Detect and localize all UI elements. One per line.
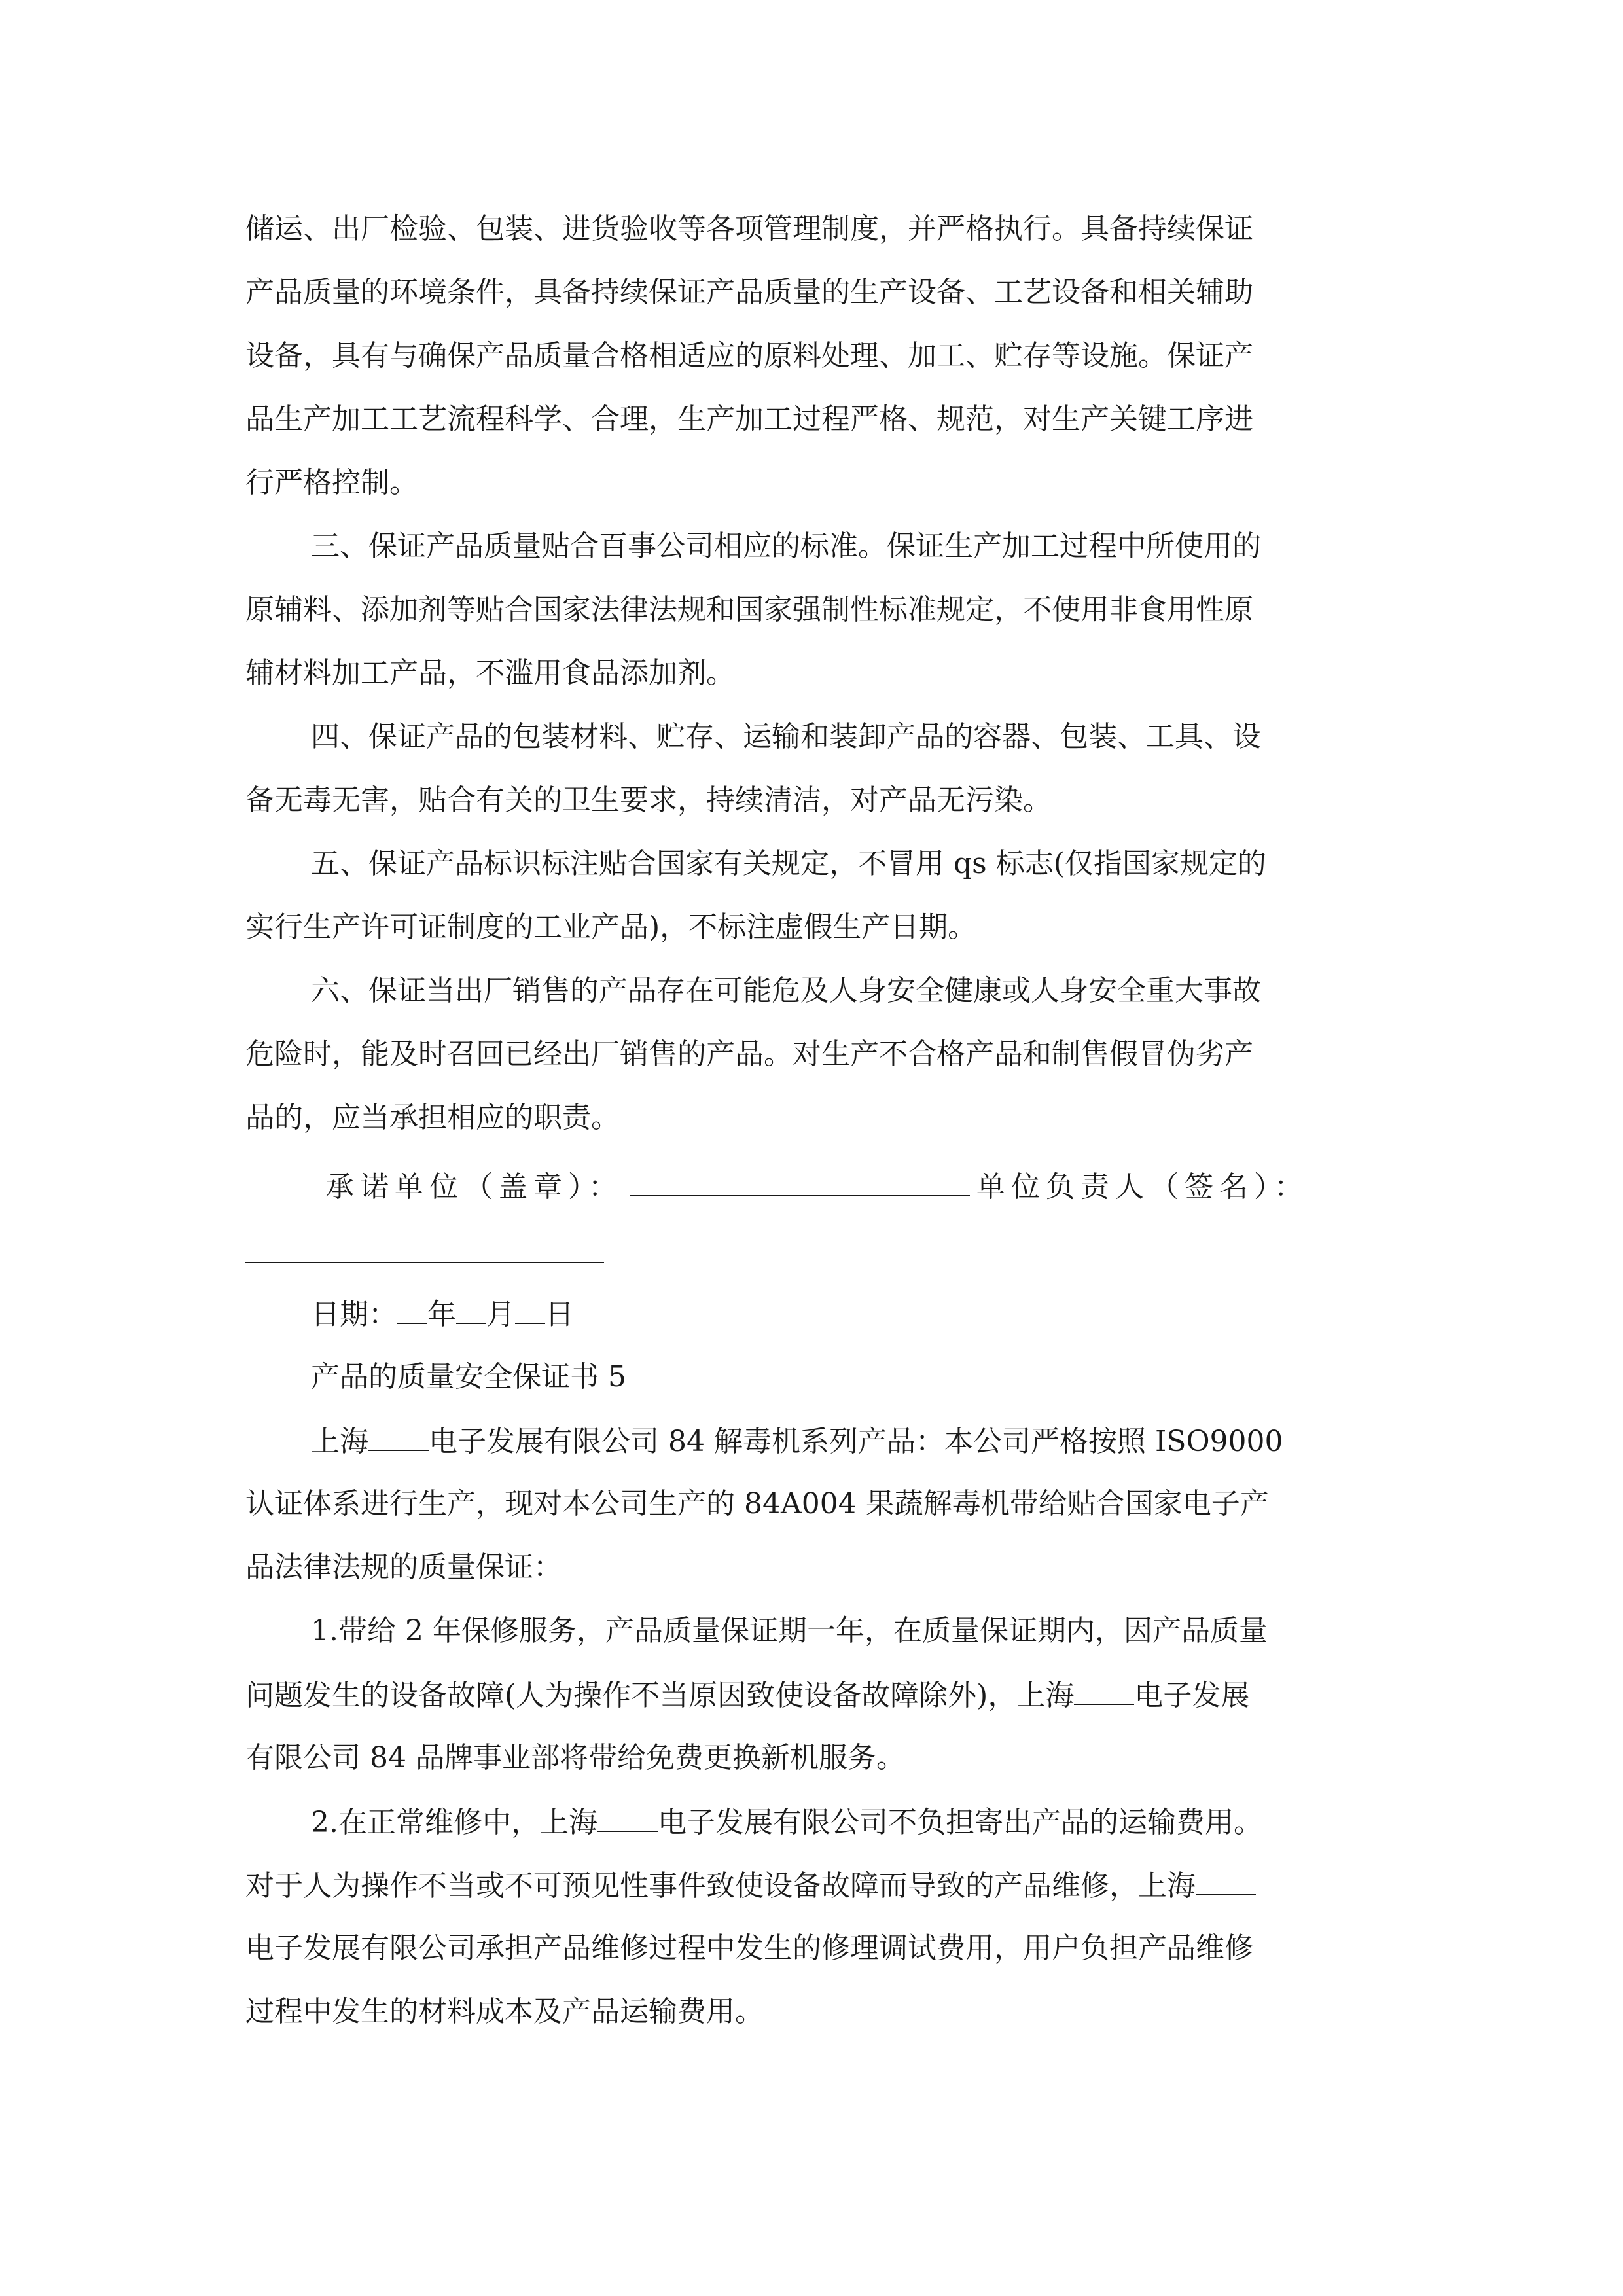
unit-seal-blank[interactable] — [630, 1166, 970, 1196]
company-blank[interactable] — [1196, 1865, 1256, 1895]
intro-text: 电子发展有限公司 84 解毒机系列产品：本公司严格按照 ISO9000 — [429, 1425, 1283, 1458]
signature-blank-line[interactable] — [245, 1262, 604, 1263]
intro-line — [311, 1421, 1381, 1462]
body-line: 储运、出厂检验、包装、进货验收等各项管理制度，并严格执行。具备持续保证 — [245, 212, 1253, 245]
item-line — [245, 1675, 1381, 1715]
body-line: 品生产加工工艺流程科学、合理，生产加工过程严格、规范，对生产关键工序进 — [245, 403, 1253, 436]
item-line: 过程中发生的材料成本及产品运输费用。 — [245, 1995, 764, 2028]
body-line: 备无毒无害，贴合有关的卫生要求，持续清洁，对产品无污染。 — [245, 783, 1052, 817]
body-line: 五、保证产品标识标注贴合国家有关规定，不冒用 qs 标志(仅指国家规定的 — [311, 847, 1266, 880]
month-blank[interactable] — [456, 1294, 486, 1324]
item-line — [245, 1865, 1381, 1906]
item-line: 1.带给 2 年保修服务，产品质量保证期一年，在质量保证期内，因产品质量 — [311, 1614, 1268, 1647]
item-text: 电子发展 — [1134, 1679, 1250, 1712]
year-blank[interactable] — [397, 1294, 427, 1324]
item-line: 有限公司 84 品牌事业部将带给免费更换新机服务。 — [245, 1741, 905, 1774]
day-label: 日 — [545, 1298, 574, 1331]
body-line: 辅材料加工产品，不滥用食品添加剂。 — [245, 656, 735, 690]
item-line — [311, 1802, 1381, 1842]
date-row — [311, 1294, 1381, 1335]
body-line: 品的，应当承担相应的职责。 — [245, 1101, 620, 1134]
item-text: 2.在正常维修中，上海 — [311, 1806, 597, 1839]
intro-text: 上海 — [311, 1425, 368, 1458]
body-line: 设备，具有与确保产品质量合格相适应的原料处理、加工、贮存等设施。保证产 — [245, 339, 1253, 372]
section-title: 产品的质量安全保证书 5 — [311, 1360, 626, 1393]
signature-row — [325, 1166, 1385, 1207]
body-line: 原辅料、添加剂等贴合国家法律法规和国家强制性标准规定，不使用非食用性原 — [245, 593, 1253, 626]
company-blank[interactable] — [1074, 1675, 1134, 1705]
item-line: 电子发展有限公司承担产品维修过程中发生的修理调试费用，用户负担产品维修 — [245, 1931, 1253, 1965]
year-label: 年 — [427, 1298, 456, 1331]
body-line: 产品质量的环境条件，具备持续保证产品质量的生产设备、工艺设备和相关辅助 — [245, 276, 1253, 309]
unit-head-label: 单位负责人（签名）： — [976, 1170, 1309, 1204]
body-line: 危险时，能及时召回已经出厂销售的产品。对生产不合格产品和制售假冒伪劣产 — [245, 1037, 1253, 1071]
body-line: 六、保证当出厂销售的产品存在可能危及人身安全健康或人身安全重大事故 — [311, 974, 1261, 1007]
body-line: 三、保证产品质量贴合百事公司相应的标准。保证生产加工过程中所使用的 — [311, 529, 1261, 563]
commitment-unit-label: 承诺单位（盖章）： — [325, 1170, 623, 1204]
intro-line: 认证体系进行生产，现对本公司生产的 84A004 果蔬解毒机带给贴合国家电子产 — [245, 1487, 1269, 1520]
intro-line: 品法律法规的质量保证： — [245, 1551, 562, 1584]
body-line: 四、保证产品的包装材料、贮存、运输和装卸产品的容器、包装、工具、设 — [311, 720, 1261, 753]
month-label: 月 — [486, 1298, 515, 1331]
body-line: 行严格控制。 — [245, 466, 418, 499]
body-line: 实行生产许可证制度的工业产品)，不标注虚假生产日期。 — [245, 910, 977, 944]
item-text: 问题发生的设备故障(人为操作不当原因致使设备故障除外)，上海 — [245, 1679, 1075, 1712]
item-text: 电子发展有限公司不负担寄出产品的运输费用。 — [657, 1806, 1262, 1839]
company-blank[interactable] — [597, 1802, 658, 1832]
date-label: 日期： — [311, 1298, 397, 1331]
item-text: 对于人为操作不当或不可预见性事件致使设备故障而导致的产品维修，上海 — [245, 1869, 1196, 1903]
day-blank[interactable] — [515, 1294, 545, 1324]
company-blank[interactable] — [368, 1421, 429, 1451]
